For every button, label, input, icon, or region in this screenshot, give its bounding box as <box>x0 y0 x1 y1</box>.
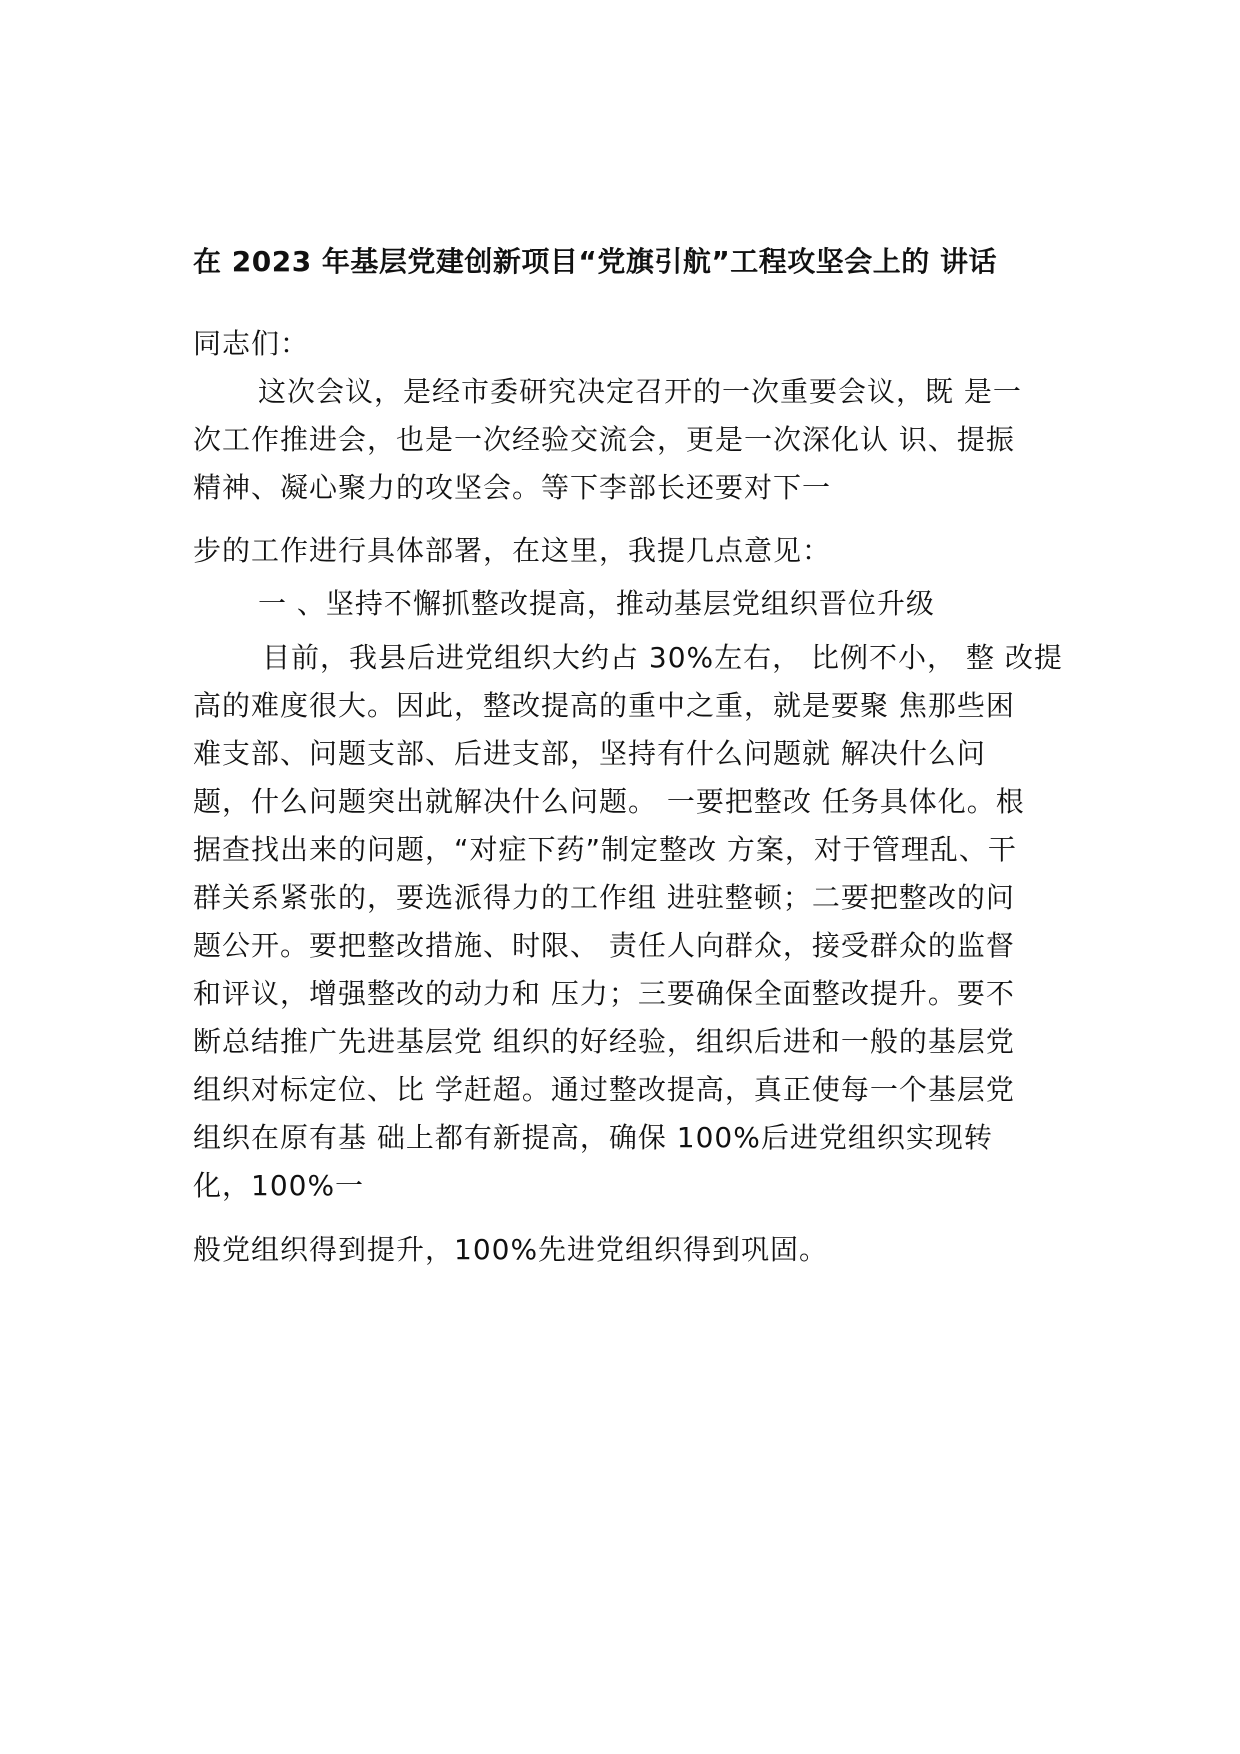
document-title: 在 2023 年基层党建创新项目“党旗引航”工程攻坚会上的 讲话 <box>193 245 997 278</box>
section-heading: 一 、坚持不懈抓整改提高，推动基层党组织晋位升级 <box>258 587 935 620</box>
paragraph2-line: 高的难度很大。因此，整改提高的重中之重，就是要聚 焦那些困 <box>193 689 1015 722</box>
paragraph1-line: 精神、凝心聚力的攻坚会。等下李部长还要对下一 <box>193 471 832 504</box>
paragraph2-line: 题公开。要把整改措施、时限、 责任人向群众，接受群众的监督 <box>193 929 1015 962</box>
paragraph2-line: 目前，我县后进党组织大约占 30%左右， 比例不小， 整 改提 <box>262 641 1063 674</box>
paragraph1-line: 这次会议，是经市委研究决定召开的一次重要会议，既 是一 <box>258 375 1022 408</box>
paragraph2-line: 题，什么问题突出就解决什么问题。 一要把整改 任务具体化。根 <box>193 785 1025 818</box>
salutation: 同志们： <box>193 327 310 360</box>
paragraph2-line: 组织对标定位、比 学赶超。通过整改提高，真正使每一个基层党 <box>193 1073 1015 1106</box>
paragraph1-line: 次工作推进会，也是一次经验交流会，更是一次深化认 识、提振 <box>193 423 1015 456</box>
paragraph2-line: 组织在原有基 础上都有新提高，确保 100%后进党组织实现转 <box>193 1121 993 1154</box>
paragraph2-line: 据查找出来的问题，“对症下药”制定整改 方案，对于管理乱、干 <box>193 833 1017 866</box>
paragraph1-line: 步的工作进行具体部署，在这里，我提几点意见： <box>193 534 832 567</box>
paragraph2-line: 群关系紧张的，要选派得力的工作组 进驻整顿；二要把整改的问 <box>193 881 1015 914</box>
paragraph2-line: 和评议，增强整改的动力和 压力；三要确保全面整改提升。要不 <box>193 977 1015 1010</box>
paragraph2-line: 般党组织得到提升，100%先进党组织得到巩固。 <box>193 1233 829 1266</box>
paragraph2-line: 化，100%一 <box>193 1169 365 1202</box>
paragraph2-line: 难支部、问题支部、后进支部，坚持有什么问题就 解决什么问 <box>193 737 986 770</box>
paragraph2-line: 断总结推广先进基层党 组织的好经验，组织后进和一般的基层党 <box>193 1025 1015 1058</box>
